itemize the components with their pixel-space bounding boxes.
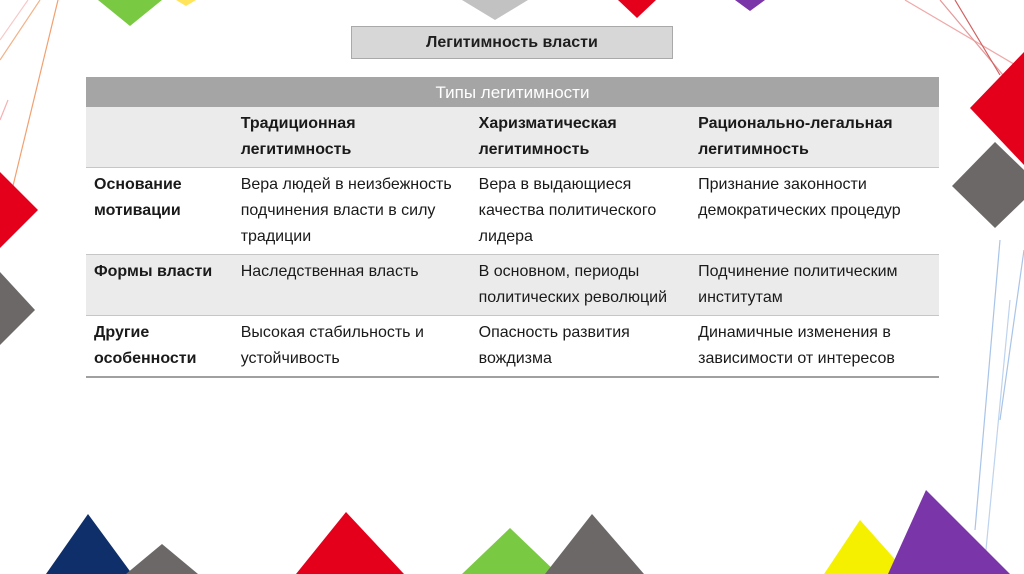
decor-triangle (462, 528, 558, 574)
decor-line (985, 300, 1010, 560)
table-cell: Вера людей в неизбежность подчинения власти в силу традиции (233, 168, 471, 255)
decor-line (905, 0, 1024, 70)
column-header-traditional: Традиционная легитимность (233, 107, 471, 168)
decor-triangle (296, 512, 404, 574)
table-row (86, 255, 939, 316)
row-label: Формы власти (86, 255, 233, 316)
decor-triangle (176, 0, 196, 6)
decor-diamond (0, 272, 35, 345)
column-header-empty (86, 107, 233, 168)
decor-line (0, 0, 28, 40)
row-label: Другие особенности (86, 316, 233, 378)
decor-diamond (952, 142, 1024, 228)
decor-line (0, 0, 40, 60)
decor-line (1000, 250, 1024, 420)
decor-triangle (545, 514, 644, 574)
decor-triangle (462, 0, 528, 20)
decor-triangle (735, 0, 765, 11)
table-cell: Динамичные изменения в зависимости от интересов (690, 316, 939, 378)
decor-triangle (618, 0, 656, 18)
decor-triangle (126, 544, 198, 574)
decor-diamond (0, 172, 38, 248)
decor-line (0, 100, 8, 120)
table-cell: В основном, периоды политических революций (471, 255, 690, 316)
table-column-header-row (86, 107, 939, 168)
decor-line (12, 0, 58, 190)
table-group-header: Типы легитимности (86, 77, 939, 107)
row-label: Основание мотивации (86, 168, 233, 255)
table-cell: Признание законности демократических процедур (690, 168, 939, 255)
table-cell: Опасность развития вождизма (471, 316, 690, 378)
column-header-rational-legal: Рационально-легальная легитимность (690, 107, 939, 168)
table-cell: Высокая стабильность и устойчивость (233, 316, 471, 378)
decor-line (975, 240, 1000, 530)
column-header-charismatic: Харизматическая легитимность (471, 107, 690, 168)
decor-triangle (888, 490, 1010, 574)
legitimacy-table (86, 77, 939, 378)
decor-triangle (98, 0, 162, 26)
decor-line (955, 0, 1000, 75)
table-row (86, 168, 939, 255)
slide-title: Легитимность власти (351, 26, 673, 59)
decor-triangle (46, 514, 132, 574)
table-cell: Подчинение политическим институтам (690, 255, 939, 316)
table-cell: Наследственная власть (233, 255, 471, 316)
table-cell: Вера в выдающиеся качества политического лидера (471, 168, 690, 255)
table-group-header-row (86, 77, 939, 107)
table-row (86, 316, 939, 378)
